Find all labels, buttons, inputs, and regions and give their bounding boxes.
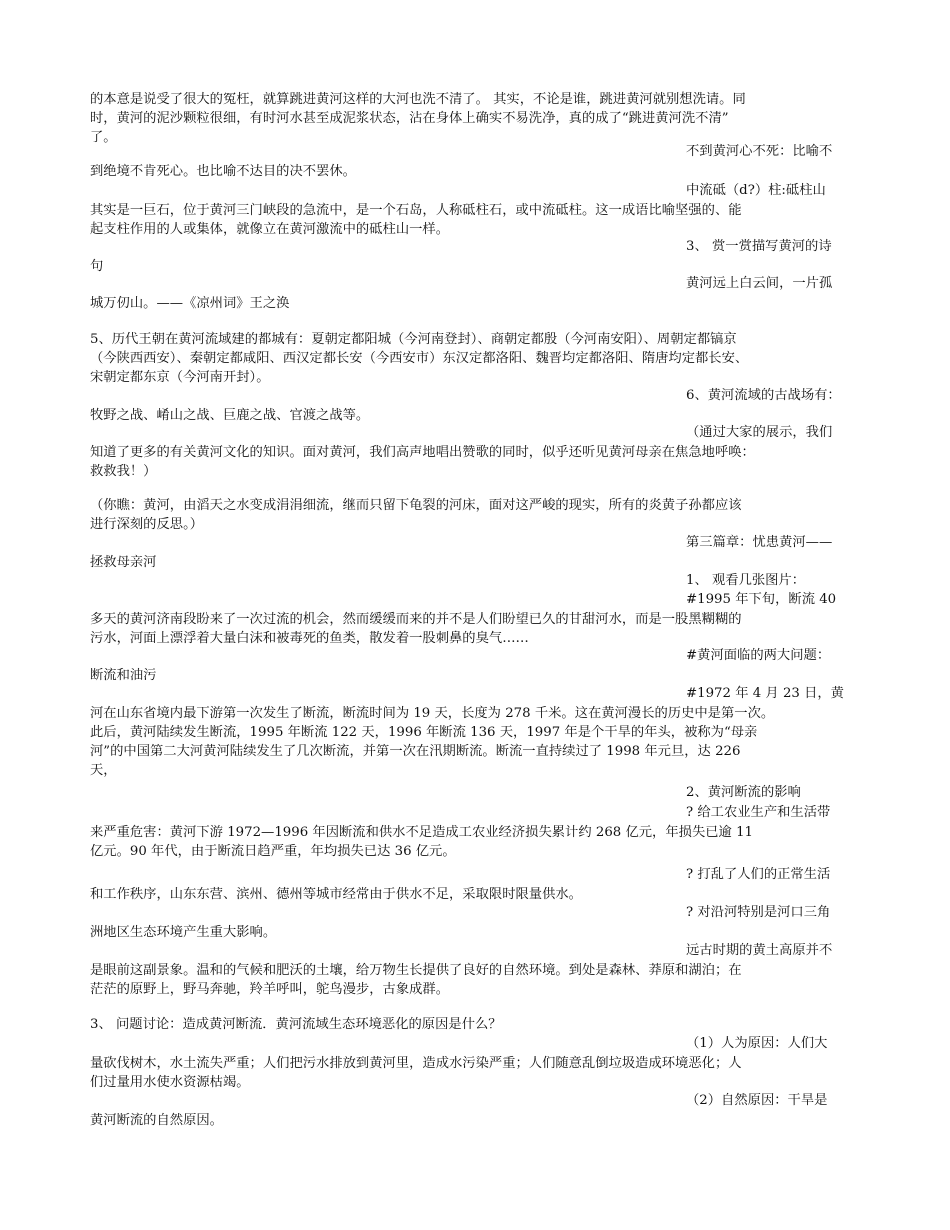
paragraph-battlefields: 牧野之战、崤山之战、巨鹿之战、官渡之战等。 [90,408,370,423]
heading-chapter-three-cont: 拯救母亲河 [90,555,157,570]
line-poem-cont: 城万仞山。——《凉州词》王之涣 [90,296,290,311]
heading-discussion: 3、 问题讨论：造成黄河断流．黄河流域生态环境恶化的原因是什么？ [90,1017,502,1032]
heading-two-problems-cont: 断流和油污 [90,668,157,683]
paragraph-1995: 多天的黄河济南段盼来了一次过流的机会，然而缓缓而来的并不是人们盼望已久的甘甜河水，而是一股黑糊糊的 污水，河面上漂浮着大量白沫和被毒死的鱼类，散发着一股刺鼻的臭气…… [90,612,742,646]
line-1972: #1972 年 4 月 23 日，黄 [686,686,844,701]
paragraph-idiom-heart: 到绝境不肯死心。也比喻不达目的决不罢休。 [90,164,356,179]
paragraph-1972: 河在山东省境内最下游第一次发生了断流，断流时间为 19 天，长度为 278 千米。这在黄河漫长的历史中是第一次。 此后，黄河陆续发生断流，1995 年断流 122 天，1996 年断流 136 天，1997 年是个干旱的年头，被称为“母亲 河”的中国第二大河黄河陆续发生了几次断流，并第一次在汛期断流。断流一直持续过了 1998 年元旦，达 226 天， [90,706,775,778]
paragraph-idiom-pillar: 其实是一巨石，位于黄河三门峡段的急流中，是一个石岛，人称砥柱石，或中流砥柱。这一成语比喻坚强的、能 起支柱作用的人或集体，就像立在黄河激流中的砥柱山一样。 [90,203,742,237]
line-impact-three: ? 对沿河特别是河口三角 [686,905,831,920]
heading-poetry: 3、 赏一赏描写黄河的诗 [686,239,832,254]
paragraph-natural-cause: 黄河断流的自然原因。 [90,1113,223,1128]
line-natural-cause: （2）自然原因：干旱是 [686,1093,828,1108]
paragraph-loess: 是眼前这副景象。温和的气候和肥沃的土壤，给万物生长提供了良好的自然环境。到处是森林、莽原和湖泊；在 茫茫的原野上，野马奔驰，羚羊呼叫，鸵鸟漫步，古象成群。 [90,963,742,997]
line-1995: #1995 年下旬，断流 40 [686,592,837,607]
line-impact-one: ? 给工农业生产和生活带 [686,805,831,820]
line-idiom-pillar: 中流砥（d?）柱:砥柱山 [686,183,826,198]
heading-chapter-three: 第三篇章：忧患黄河—— [686,535,833,550]
heading-pictures: 1、 观看几张图片： [686,573,806,588]
line-idiom-heart: 不到黄河心不死：比喻不 [686,144,833,159]
paragraph-human-cause: 量砍伐树木，水土流失严重；人们把污水排放到黄河里，造成水污染严重；人们随意乱倒垃圾造成环境恶化；人 们过量用水使水资源枯竭。 [90,1056,742,1090]
paragraph-showcase: 知道了更多的有关黄河文化的知识。面对黄河，我们高声地唱出赞歌的同时，似乎还听见黄河母亲在焦急地呼唤： 救救我！） [90,445,755,479]
line-showcase: （通过大家的展示，我们 [686,425,833,440]
heading-battlefields: 6、黄河流域的古战场有： [686,388,841,403]
line-human-cause: （1）人为原因：人们大 [686,1036,828,1051]
line-loess: 远古时期的黄土高原并不 [686,943,833,958]
heading-impact: 2、黄河断流的影响 [686,785,801,800]
paragraph-reflection: （你瞧：黄河，由滔天之水变成涓涓细流，继而只留下龟裂的河床，面对这严峻的现实，所有的炎黄子孙都应该 进行深刻的反思。） [90,498,742,532]
paragraph-capitals: 5、历代王朝在黄河流域建的都城有：夏朝定都阳城（今河南登封）、商朝定都殷（今河南安阳）、周朝定都镐京 （今陕西西安）、秦朝定都咸阳、西汉定都长安（今西安市）东汉定都洛阳、魏晋均定都洛阳、隋唐均定都长安、 宋朝定都东京（今河南开封）。 [90,332,749,385]
paragraph-impact-two: 和工作秩序，山东东营、滨州、德州等城市经常由于供水不足，采取限时限量供水。 [90,887,582,902]
heading-two-problems: #黄河面临的两大问题： [686,648,831,663]
heading-poetry-cont: 句 [90,259,104,274]
paragraph-impact-three: 洲地区生态环境产生重大影响。 [90,925,277,940]
paragraph-impact-one: 来严重危害：黄河下游 1972—1996 年因断流和供水不足造成工农业经济损失累计约 268 亿元，年损失已逾 11 亿元。90 年代，由于断流日趋严重，年均损失已达 36 亿元。 [90,825,753,859]
line-impact-two: ? 打乱了人们的正常生活 [686,867,831,882]
paragraph-idiom-explanation: 的本意是说受了很大的冤枉，就算跳进黄河这样的大河也洗不清了。 其实，不论是谁，跳进黄河就别想洗请。同 时，黄河的泥沙颗粒很细，有时河水甚至成泥浆状态，沾在身体上确实不易洗净，真的成了“跳进黄河洗不清” 了。 [90,92,746,145]
line-poem: 黄河远上白云间，一片孤 [686,276,833,291]
